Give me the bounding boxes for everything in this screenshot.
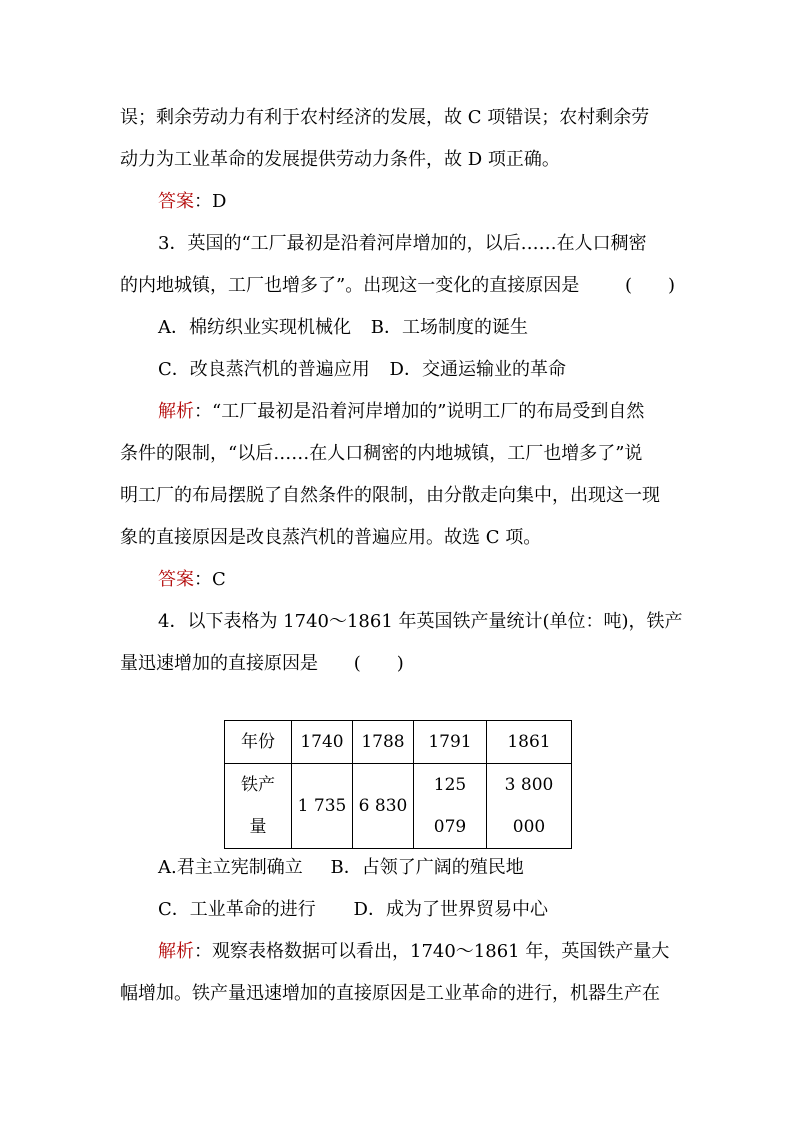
table-row (225, 721, 572, 764)
question-4-options-cd (158, 898, 548, 922)
question-4-stem-cont: 量迅速增加的直接原因是 ( ) (120, 653, 404, 674)
option-b: B．占领了广阔的殖民地 (330, 857, 524, 878)
option-c: C．工业革命的进行 (158, 899, 316, 920)
table-year-cell: 1861 (487, 721, 572, 764)
answer-value: ：C (194, 569, 226, 590)
explanation-3-line: 象的直接原因是改良蒸汽机的普遍应用。故选 C 项。 (120, 527, 542, 548)
table-year-cell: 1791 (414, 721, 487, 764)
explanation-label: 解析 (158, 401, 194, 422)
table-value-cell: 125 079 (414, 764, 487, 849)
question-3-stem-cont: 的内地城镇，工厂也增多了”。出现这一变化的直接原因是 ( ) (120, 275, 675, 296)
question-3-options-ab (158, 316, 528, 340)
option-a: A.君主立宪制确立 (158, 857, 303, 878)
question-3-stem: 3．英国的“工厂最初是沿着河岸增加的，以后……在人口稠密 (158, 233, 647, 254)
question-4-stem: 4．以下表格为 1740～1861 年英国铁产量统计(单位：吨)，铁产 (158, 611, 683, 632)
table-value-cell: 6 830 (353, 764, 414, 849)
iron-output-table (224, 720, 572, 849)
question-3-options-cd (158, 358, 566, 382)
text-line: 误；剩余劳动力有利于农村经济的发展，故 C 项错误；农村剩余劳 (120, 107, 650, 128)
answer-label: 答案 (158, 569, 194, 590)
answer-value: ：D (194, 191, 227, 212)
text-line: 动力为工业革命的发展提供劳动力条件，故 D 项正确。 (120, 149, 560, 170)
table-value-cell: 1 735 (292, 764, 353, 849)
table-row-label: 铁产 量 (225, 764, 292, 849)
table-value-cell: 3 800 000 (487, 764, 572, 849)
explanation-3-line: 明工厂的布局摆脱了自然条件的限制，由分散走向集中，出现这一现 (120, 485, 660, 506)
explanation-4-line: 解析：观察表格数据可以看出，1740～1861 年，英国铁产量大 (158, 941, 670, 962)
table-header-year: 年份 (225, 721, 292, 764)
explanation-label: 解析 (158, 941, 194, 962)
question-4-options-ab (158, 856, 524, 880)
option-c: C．改良蒸汽机的普遍应用 (158, 359, 370, 380)
option-a: A．棉纺织业实现机械化 (158, 317, 351, 338)
option-d: D．交通运输业的革命 (389, 359, 566, 380)
table-year-cell: 1740 (292, 721, 353, 764)
answer-label: 答案 (158, 191, 194, 212)
explanation-3-line: 条件的限制，“以后……在人口稠密的内地城镇，工厂也增多了”说 (120, 443, 643, 464)
answer-line (158, 190, 226, 214)
answer-line (158, 568, 226, 592)
option-b: B．工场制度的诞生 (370, 317, 528, 338)
option-d: D．成为了世界贸易中心 (353, 899, 548, 920)
explanation-4-line: 幅增加。铁产量迅速增加的直接原因是工业革命的进行，机器生产在 (120, 983, 660, 1004)
table-year-cell: 1788 (353, 721, 414, 764)
explanation-3-line: 解析：“工厂最初是沿着河岸增加的”说明工厂的布局受到自然 (158, 401, 645, 422)
table-row (225, 764, 572, 849)
